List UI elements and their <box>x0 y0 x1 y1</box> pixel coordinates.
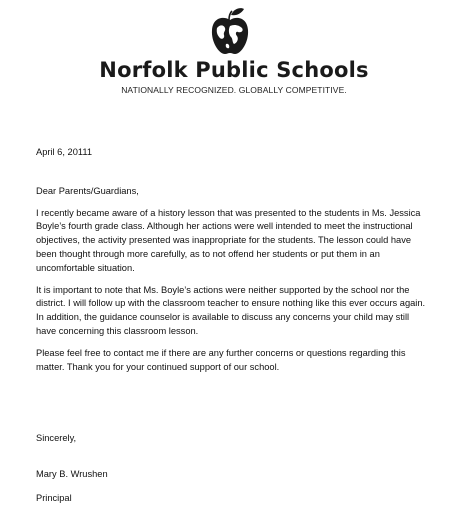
apple-globe-icon <box>208 6 252 56</box>
school-tagline: NATIONALLY RECOGNIZED. GLOBALLY COMPETITIVE. <box>121 85 347 95</box>
signer-title: Principal <box>36 493 72 503</box>
signer-name: Mary B. Wrushen <box>36 469 108 479</box>
letter-salutation: Dear Parents/Guardians, <box>36 185 139 196</box>
letter-paragraph: Please feel free to contact me if there are any further concerns or questions regarding this matter. Thank you for your continued support of our school. <box>36 347 406 372</box>
letter-closing: Sincerely, <box>36 433 77 443</box>
letter-date: April 6, 20111 <box>36 147 92 157</box>
letterhead <box>0 0 468 100</box>
letter-paragraph: I recently became aware of a history lesson that was presented to the students in Ms. Jessica Boyle’s fourth grade class. Although her actions were well intended to meet the instructional objectives, the activity presented was inappropriate for the students. The lesson could have been thought through more carefully, as to not offend her students or put them in an uncomfortable situation. <box>36 207 421 273</box>
school-name: Norfolk Public Schools <box>99 58 369 82</box>
letter-paragraph: It is important to note that Ms. Boyle’s actions were neither supported by the school nor the district. I will follow up with the classroom teacher to ensure nothing like this ever occurs again. In addition, the guidance counselor is available to discuss any concerns your child may still have concerning this classroom lesson. <box>36 284 426 336</box>
letter-body <box>36 146 428 382</box>
